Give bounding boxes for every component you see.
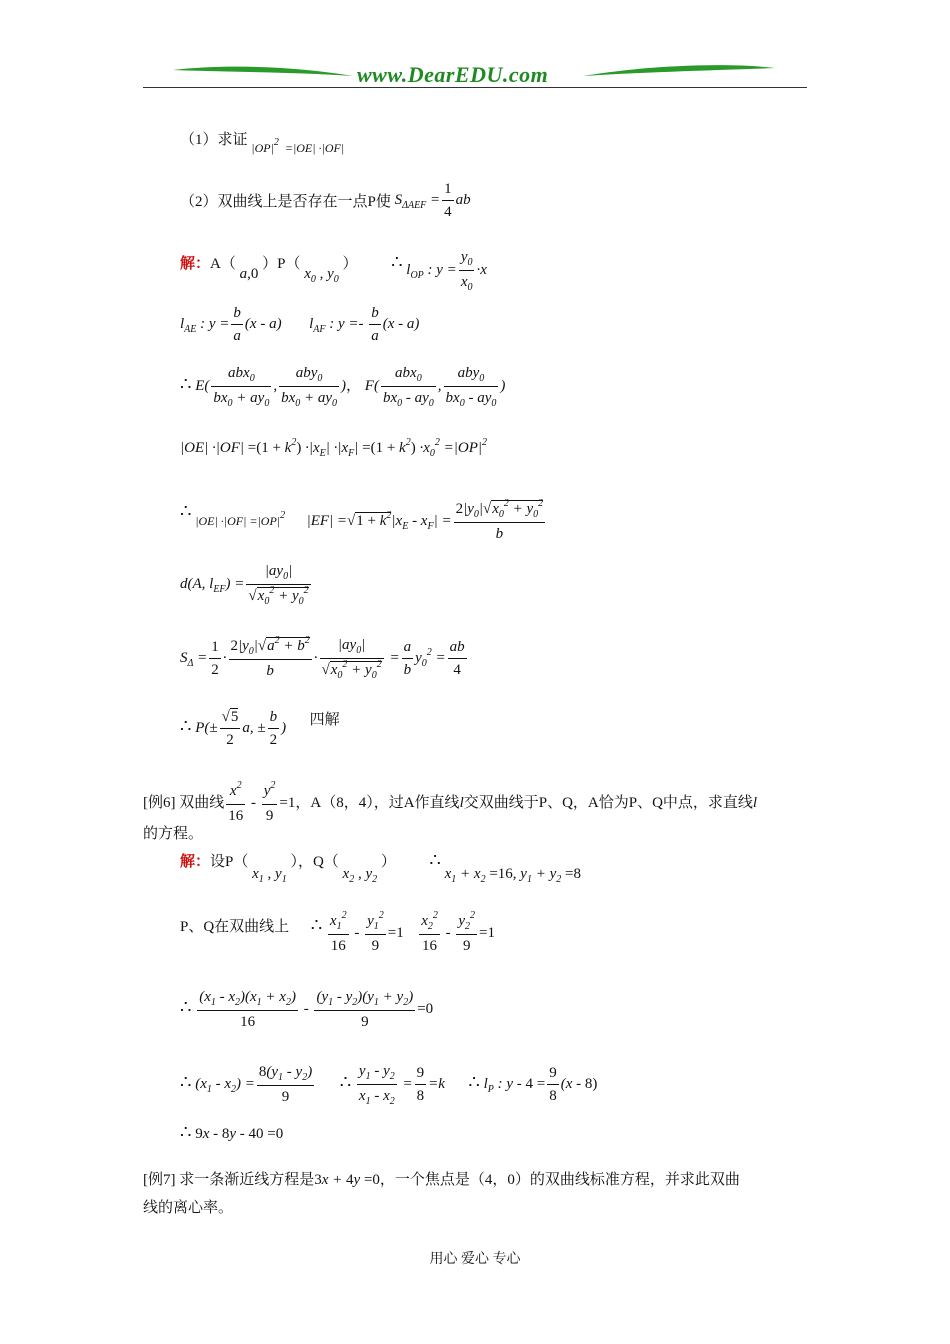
page-footer: 用心 爱心 专心 (429, 1252, 521, 1267)
ex6-text2: 交双曲线于P、Q，A恰为P、Q中点，求直线 (463, 794, 753, 811)
ex7-asymptote-eq: 3x + 4y =0 (314, 1172, 380, 1188)
ex6-midpoint-eq: $x_1 + x_2 =16$, $y_1 + y_2 =8$ (444, 866, 581, 885)
answer5-line (180, 706, 340, 751)
point-a-coords: a,0 (239, 265, 259, 282)
q1-label: （1）求证 (180, 132, 248, 148)
ex6-q-label: ），Q（ (290, 854, 339, 870)
therefore-icon: ∴ (180, 1122, 192, 1142)
ex6-label: [例6] 双曲线 (143, 794, 225, 811)
site-url: www.DearEDU.com (357, 62, 549, 87)
ex6-line1 (143, 780, 757, 827)
ex7-text1: ，一个焦点是（4，0）的双曲线标准方程，并求此双曲 (379, 1172, 740, 1188)
ex6-line-l: l (459, 794, 464, 811)
therefore-icon: ∴ (339, 1071, 352, 1092)
ex6-x-diff-eq: $(x_1 - x_2)$ = $\frac{8(y_1 - y_2)}{9}$ (195, 1076, 316, 1092)
site-header (143, 58, 807, 90)
ex6-sol-line1: 解：设P（ $x_1$ , $y_1$ ），Q（ $x_2$ , $y_2$ ） ∴ $x_1 + x_2 =16$, $y_1 + y_2 =8$ (180, 850, 581, 885)
ef-length-line (180, 490, 547, 542)
ex6-on-curve: P、Q在双曲线上 (180, 918, 290, 935)
q2-line (180, 178, 471, 223)
therefore-icon: ∴ (180, 500, 192, 521)
point-f-eq: F( $\frac{abx_0}{bx_0 - ay_0}$ , $\frac{aby_0}{bx_0 - ay_0}$ ) (365, 378, 506, 394)
point-p-coords: $x_0$ , $y_0$ (304, 265, 339, 285)
line-af-eq: $l_{AF}$ : y =- $\frac{b}{a}$ (x - a) (309, 316, 419, 332)
q2-formula: $S_{\Delta AEF}$ = $\frac{1}{4}$ ab (395, 192, 471, 208)
ex6-slope-line (180, 1060, 597, 1109)
therefore-icon: ∴ (429, 850, 441, 870)
point-e-eq: E( $\frac{abx_0}{bx_0 + ay_0}$ , $\frac{aby_0}{bx_0 + ay_0}$ ) (195, 378, 346, 394)
ex6-hyperbola-eq: $\frac{x^2}{16}$ - $\frac{y^2}{9}$ =1 (228, 780, 296, 824)
ex7-label: [例7] 求一条渐近线方程是 (143, 1172, 315, 1188)
area-line (180, 634, 469, 683)
ex6-set-p: 设P（ (210, 854, 249, 870)
q2-label: （2）双曲线上是否存在一点P使 (180, 193, 391, 210)
sol5-line1: 解：A（ a,0 ）P（ $x_0$ , $y_0$ ） ∴ $l_{OP}$ : y = $\frac{y_0}{x_0}$ ·x (180, 240, 487, 289)
area-eq: $S_\Delta$ = $\frac{1}{2}$ · $\frac{2|y_0|√a^2 + b^2}{b}$ · $\frac{|ay_0|}{√x_0^2 + y_0^2}$ = $\frac{a}{b}$ $y_0^2$ = $\frac{ab}{4}$ (180, 635, 465, 681)
q1-formula: |OP|2 =|OE| ·|OF| (251, 137, 345, 155)
ex6-on-curve-line (180, 910, 495, 957)
ex6-curve-eq1: $\frac{x_1^2}{16}$ - $\frac{y_1^2}{9}$ =1 (329, 910, 404, 954)
q1-line (180, 130, 345, 155)
ex6-p-coords: $x_1$ , $y_1$ (252, 866, 287, 885)
ex6-q-coords: $x_2$ , $y_2$ (342, 866, 378, 885)
asymptote-lines (180, 302, 419, 347)
ex6-slope-eq: $\frac{y_1 - y_2}{x_1 - x_2}$ = $\frac{9}{8}$ =k (355, 1076, 445, 1092)
ex6-answer-line (180, 1122, 283, 1144)
ex6-line-eq: $l_P$ : y - 4 = $\frac{9}{8}$ (x - 8) (484, 1076, 598, 1092)
line-op-eq: $l_{OP}$ : y = $\frac{y_0}{x_0}$ ·x (406, 262, 487, 278)
sol5-label: 解： (180, 255, 211, 272)
point-a-label: A（ (210, 255, 236, 272)
distance-line (180, 560, 313, 609)
product-eq: $|OE| \cdot|OF| =(1 + k^2) \cdot|x_E| \cdot|x_F| =(1 + k^2) \cdot x_0^2 =|OP|^2$ (180, 437, 487, 459)
four-solutions: 四解 (309, 711, 340, 728)
therefore-icon: ∴ (180, 715, 192, 736)
ex7-line2 (143, 1198, 233, 1218)
conclusion1-eq: |OE| ·|OF| =|OP|2 (195, 509, 286, 528)
therefore-icon: ∴ (310, 914, 323, 935)
points-ef-line: ∴ E( $\frac{abx_0}{bx_0 + ay_0}$ , $\frac{aby_0}{bx_0 + ay_0}$ )， F( $\frac{abx_0}{bx_0 - ay_0}$ , $\frac{aby_0}{bx_0 - ay_0}$ ) (180, 362, 505, 411)
ef-length-eq: $|EF| =√1 + k^2|x_E - x_F|$ = $\frac{2|y_0|√x_0^2 + y_0^2}{b}$ (306, 498, 544, 542)
therefore-icon: ∴ (391, 251, 403, 272)
ex6-diff-eq: $\frac{(x_1 - x_2)(x_1 + x_2)}{16}$ - $\frac{(y_1 - y_2)(y_1 + y_2)}{9}$ =0 (195, 1001, 433, 1017)
ex6-line2 (143, 824, 203, 844)
point-p-answer: P(± $\frac{√5}{2}$ a, ± $\frac{b}{2}$ ) (195, 720, 286, 736)
ex6-answer-eq: 9x - 8y - 40 =0 (195, 1126, 284, 1142)
therefore-icon: ∴ (180, 373, 192, 394)
therefore-icon: ∴ (180, 1071, 192, 1092)
ex6-sol-label: 解： (180, 854, 211, 870)
ex7-text2: 线的离心率。 (143, 1200, 234, 1216)
therefore-icon: ∴ (468, 1071, 480, 1092)
therefore-icon: ∴ (180, 996, 192, 1017)
ex6-diff-line (180, 986, 433, 1033)
ex6-curve-eq2: $\frac{x_2^2}{16}$ - $\frac{y_2^2}{9}$ =1 (421, 910, 496, 954)
ex7-line1 (143, 1170, 740, 1190)
ex6-text1: ，A（8，4），过A作直线 (295, 794, 460, 811)
line-ae-eq: $l_{AE}$ : y = $\frac{b}{a}$ (x - a) (180, 316, 282, 332)
ex6-line-l: l (752, 794, 758, 811)
ex6-text3: 的方程。 (143, 826, 204, 842)
header-divider (143, 87, 807, 88)
product-eq-line (180, 438, 487, 460)
distance-eq: d(A, $l_{EF}$) = $\frac{|ay_0|}{√x_0^2 + y_0^2}$ (180, 576, 313, 592)
point-p-label: ）P（ (262, 255, 301, 272)
